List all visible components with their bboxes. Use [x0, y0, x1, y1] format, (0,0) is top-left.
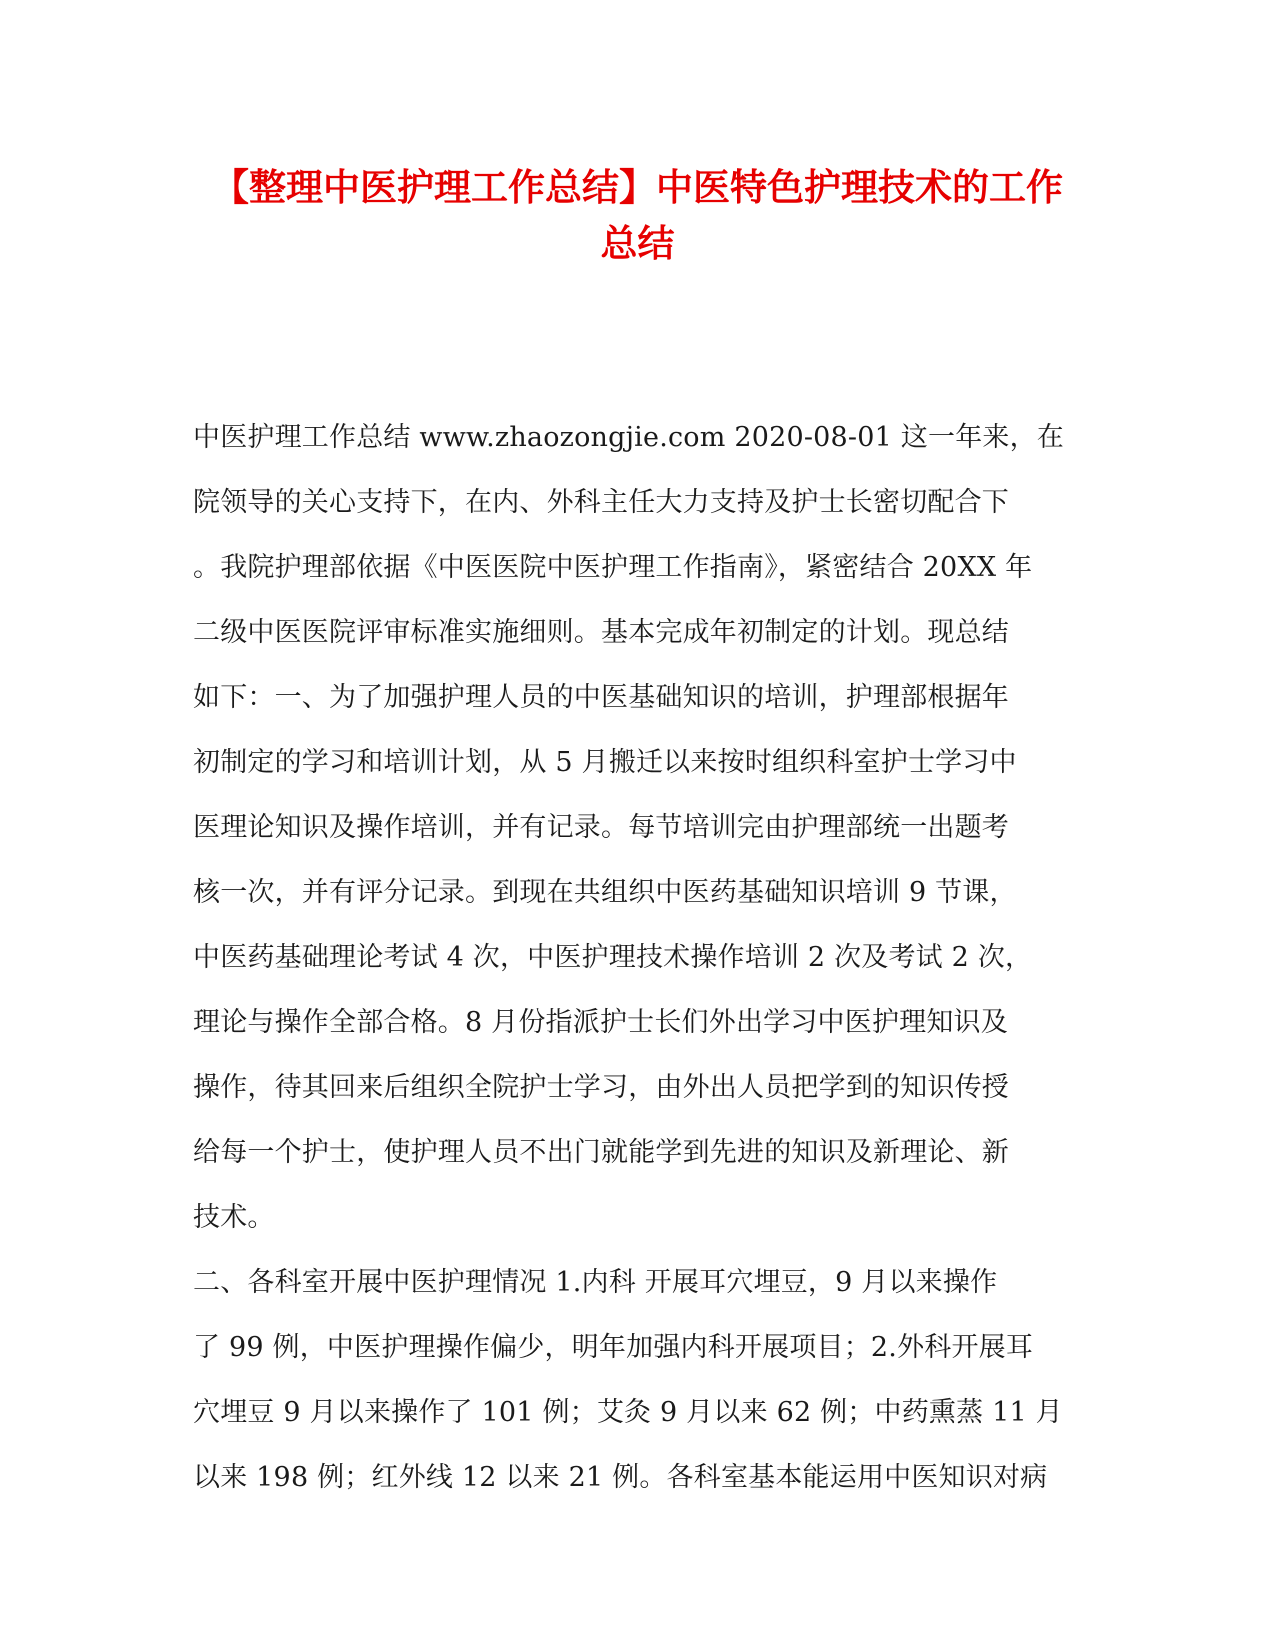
body-line: 中医护理工作总结 www.zhaozongjie.com 2020-08-01 这一年来，在: [193, 422, 1064, 453]
body-line: 理论与操作全部合格。8 月份指派护士长们外出学习中医护理知识及: [193, 1007, 1008, 1038]
title-line-1: 【整理中医护理工作总结】中医特色护理技术的工作: [212, 166, 1063, 209]
body-line: 二级中医医院评审标准实施细则。基本完成年初制定的计划。现总结: [193, 617, 1009, 648]
body-line: 核一次，并有评分记录。到现在共组织中医药基础知识培训 9 节课，: [193, 877, 1017, 908]
body-line: 二、各科室开展中医护理情况 1.内科 开展耳穴埋豆，9 月以来操作: [193, 1267, 998, 1298]
document-body: [193, 405, 1083, 1510]
body-line: 操作，待其回来后组织全院护士学习，由外出人员把学到的知识传授: [193, 1072, 1009, 1103]
body-line: 了 99 例，中医护理操作偏少，明年加强内科开展项目；2.外科开展耳: [193, 1332, 1034, 1363]
body-line: 。我院护理部依据《中医医院中医护理工作指南》，紧密结合 20XX 年: [193, 552, 1033, 583]
body-line: 初制定的学习和培训计划，从 5 月搬迁以来按时组织科室护士学习中: [193, 747, 1017, 778]
body-line: 给每一个护士，使护理人员不出门就能学到先进的知识及新理论、新: [193, 1137, 1009, 1168]
body-line: 院领导的关心支持下，在内、外科主任大力支持及护士长密切配合下: [193, 487, 1009, 518]
title-line-2: 总结: [600, 222, 675, 265]
body-line: 以来 198 例；红外线 12 以来 21 例。各科室基本能运用中医知识对病: [193, 1462, 1048, 1493]
body-line: 穴埋豆 9 月以来操作了 101 例；艾灸 9 月以来 62 例；中药熏蒸 11 月: [193, 1397, 1063, 1428]
body-line: 中医药基础理论考试 4 次，中医护理技术操作培训 2 次及考试 2 次，: [193, 942, 1033, 973]
body-line: 如下：一、为了加强护理人员的中医基础知识的培训，护理部根据年: [193, 682, 1009, 713]
body-line: 技术。: [193, 1202, 275, 1233]
body-line: 医理论知识及操作培训，并有记录。每节培训完由护理部统一出题考: [193, 812, 1009, 843]
document-title: [190, 160, 1085, 272]
